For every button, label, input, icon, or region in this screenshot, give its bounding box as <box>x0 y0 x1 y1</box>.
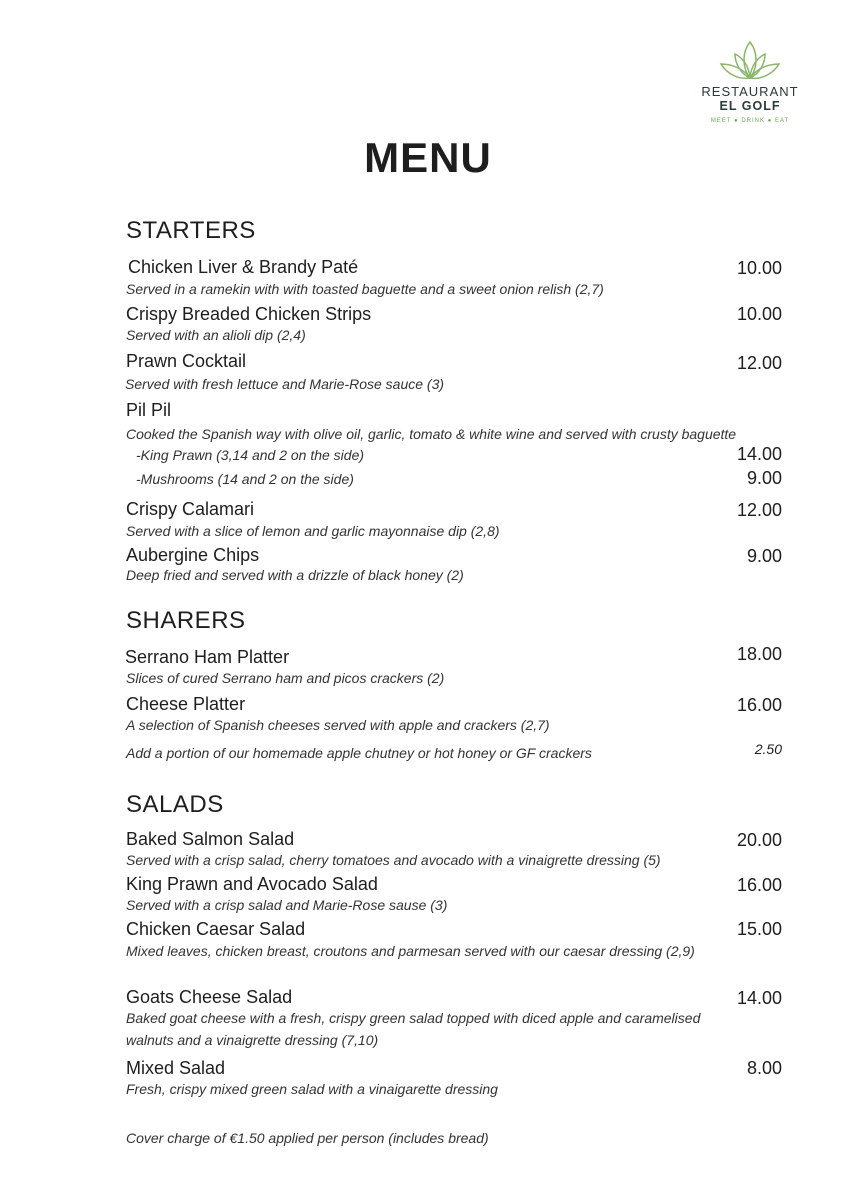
menu-item-description: Slices of cured Serrano ham and picos crackers (2) <box>126 670 445 686</box>
menu-item-description: Mixed leaves, chicken breast, croutons and parmesan served with our caesar dressing (2,9) <box>126 943 695 959</box>
menu-item-description: Served with a slice of lemon and garlic mayonnaise dip (2,8) <box>126 523 500 539</box>
menu-item-price: 15.00 <box>736 919 782 939</box>
section-heading-starters: STARTERS <box>126 217 256 244</box>
logo-line-1: RESTAURANT <box>701 84 799 99</box>
section-heading-salads: SALADS <box>126 791 224 818</box>
addon-price: 2.50 <box>754 741 782 757</box>
logo-line-2: EL GOLF <box>719 99 781 113</box>
menu-item-price: 12.00 <box>736 353 782 373</box>
menu-item-price: 9.00 <box>746 468 782 488</box>
menu-item-price: 16.00 <box>736 875 782 895</box>
menu-item-description: Served with fresh lettuce and Marie-Rose sauce (3) <box>125 376 445 392</box>
menu-item-price: 14.00 <box>736 988 782 1008</box>
section-heading-sharers: SHARERS <box>126 607 246 634</box>
menu-item-price: 20.00 <box>736 830 782 850</box>
menu-item-name: Aubergine Chips <box>126 545 260 565</box>
menu-item-name: Serrano Ham Platter <box>125 647 290 667</box>
menu-item-price: 16.00 <box>736 695 782 715</box>
menu-item-price: 12.00 <box>736 500 782 520</box>
menu-item-name: Chicken Liver & Brandy Paté <box>128 257 359 277</box>
menu-item-name: Crispy Calamari <box>126 499 255 519</box>
menu-item-price: 18.00 <box>736 644 782 664</box>
menu-item-price: 8.00 <box>746 1058 782 1078</box>
menu-item-description: Deep fried and served with a drizzle of black honey (2) <box>126 567 464 583</box>
lotus-icon <box>719 38 781 82</box>
menu-item-description: Served with an alioli dip (2,4) <box>126 327 306 343</box>
menu-item-description: Cooked the Spanish way with olive oil, garlic, tomato & white wine and served with crusty baguette <box>126 426 737 442</box>
restaurant-logo <box>690 38 810 124</box>
menu-item-description: Fresh, crispy mixed green salad with a vinaigarette dressing <box>126 1081 498 1097</box>
addon-note: Add a portion of our homemade apple chutney or hot honey or GF crackers <box>126 745 592 761</box>
menu-item-description: Served in a ramekin with with toasted baguette and a sweet onion relish (2,7) <box>126 281 604 297</box>
menu-item-name: Mixed Salad <box>126 1058 226 1078</box>
menu-item-name: Pil Pil <box>126 400 172 420</box>
logo-tagline: MEET ● DRINK ● EAT <box>710 118 790 124</box>
menu-item-price: 10.00 <box>736 304 782 324</box>
menu-item-option: -Mushrooms (14 and 2 on the side) <box>136 471 354 487</box>
menu-item-description: Served with a crisp salad, cherry tomatoes and avocado with a vinaigrette dressing (5) <box>126 852 661 868</box>
menu-item-description: Baked goat cheese with a fresh, crispy green salad topped with diced apple and caramelised walnuts and a vinaigrette dressing (7,10) <box>126 1010 701 1048</box>
menu-item-name: Cheese Platter <box>126 694 246 714</box>
page-title: MENU <box>364 134 492 181</box>
menu-item-name: King Prawn and Avocado Salad <box>126 874 378 894</box>
menu-item-name: Prawn Cocktail <box>126 351 247 371</box>
menu-item-option: -King Prawn (3,14 and 2 on the side) <box>136 447 365 463</box>
menu-item-name: Baked Salmon Salad <box>126 829 295 849</box>
menu-item-price: 10.00 <box>736 258 782 278</box>
menu-item-name: Crispy Breaded Chicken Strips <box>126 304 372 324</box>
footer-note: Cover charge of €1.50 applied per person (includes bread) <box>126 1130 489 1146</box>
menu-item-name: Goats Cheese Salad <box>126 987 293 1007</box>
menu-item-price: 9.00 <box>746 546 782 566</box>
menu-item-price: 14.00 <box>736 444 782 464</box>
menu-item-description: Served with a crisp salad and Marie-Rose sause (3) <box>126 897 448 913</box>
menu-item-name: Chicken Caesar Salad <box>126 919 306 939</box>
menu-item-description: A selection of Spanish cheeses served with apple and crackers (2,7) <box>126 717 550 733</box>
